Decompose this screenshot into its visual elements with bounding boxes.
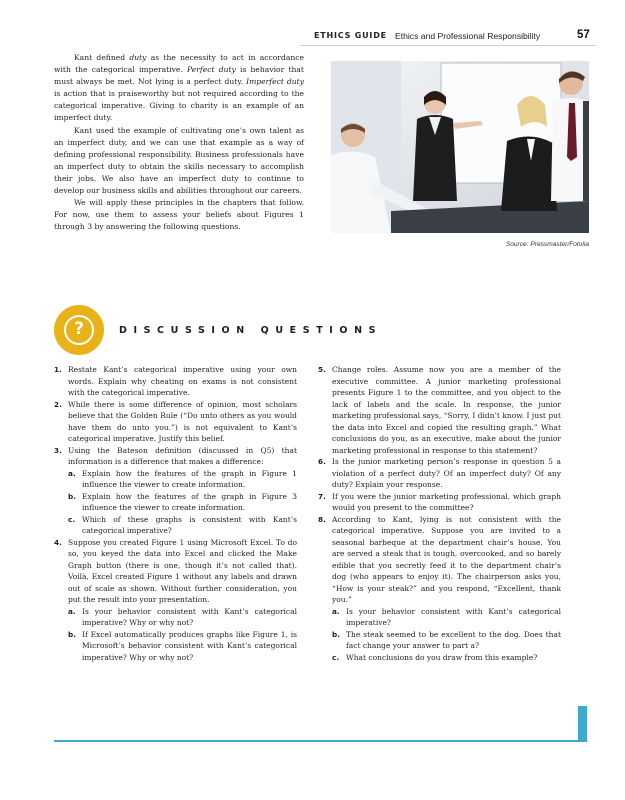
- sub-question-text: Which of these graphs is consistent with Kant’s categorical imperative?: [82, 514, 297, 535]
- question-text: Is the junior marketing person’s response in question 5 a violation of a perfect duty? Of an imperfect duty? Of any duty? Explain your response.: [332, 457, 561, 489]
- question-mark-icon: ?: [64, 315, 94, 345]
- page-number: 57: [577, 29, 590, 41]
- question-item: [318, 491, 561, 514]
- question-item: [318, 364, 561, 456]
- questions-left-column: [54, 364, 297, 663]
- question-number: 1.: [54, 365, 62, 374]
- sub-question-item: [54, 606, 297, 629]
- intro-text: [54, 52, 304, 233]
- question-item: [318, 514, 561, 606]
- photo-credit: Source: Pressmaster/Fotolia: [505, 241, 589, 248]
- intro-paragraph-1: Kant defined duty as the necessity to act in accordance with the categorical imperative. Perfect duty is behavior that must always be met. Not lying is a perfect duty. Imperfect duty is action that is praiseworthy but not required according to the categorical imperative. Giving to charity is an example of an imperfect duty.: [54, 53, 304, 123]
- sub-question-item: [54, 491, 297, 514]
- sub-question-item: [318, 629, 561, 652]
- sub-question-text: Is your behavior consistent with Kant’s categorical imperative? Why or why not?: [82, 606, 297, 627]
- discussion-icon-badge: [54, 305, 104, 355]
- question-number: 6.: [318, 457, 326, 466]
- section-subtitle: Ethics and Professional Responsibility: [395, 31, 541, 41]
- sub-question-letter: b.: [332, 629, 340, 639]
- question-number: 7.: [318, 491, 326, 501]
- sub-question-letter: b.: [68, 629, 76, 639]
- question-item: [54, 364, 297, 399]
- sub-question-letter: b.: [68, 491, 76, 501]
- question-number: 5.: [318, 365, 326, 374]
- questions-right-column: [318, 364, 561, 663]
- question-text: If you were the junior marketing professional, which graph would you present to the committee?: [332, 491, 561, 512]
- question-item: [318, 456, 561, 491]
- sub-question-text: If Excel automatically produces graphs like Figure 1, is Microsoft’s behavior consistent with Kant’s categorical imperative? Why or why not?: [82, 629, 297, 662]
- sub-question-letter: c.: [332, 652, 340, 662]
- sub-question-letter: c.: [68, 514, 76, 524]
- sub-question-text: The steak seemed to be excellent to the dog. Does that fact change your answer to part a?: [346, 629, 561, 650]
- sub-question-letter: a.: [68, 606, 76, 616]
- question-text: While there is some difference of opinion, most scholars believe that the Golden Rule (“Do unto others as you would have them do unto you.”) is not equivalent to Kant’s categorical imperative. Justify this belief.: [68, 399, 297, 443]
- question-item: [54, 445, 297, 468]
- question-number: 3.: [54, 445, 62, 455]
- question-text: Restate Kant’s categorical imperative using your own words. Explain why cheating on exams is not consistent with the categorical imperative.: [68, 365, 297, 397]
- sub-question-text: Explain how the features of the graph in Figure 1 influence the viewer to create information.: [82, 468, 297, 489]
- running-header: [300, 30, 596, 44]
- question-text: Suppose you created Figure 1 using Microsoft Excel. To do so, you keyed the data into Excel and clicked the Make Graph button (there is one, though it’s not called that). Voilà, Excel created Figure 1 without any labels and drawn out of scale as shown. Without further consideration, you put the result into your presentation.: [68, 537, 297, 604]
- accent-bar-horizontal: [54, 740, 587, 742]
- discussion-title: DISCUSSION QUESTIONS: [119, 325, 383, 336]
- sub-question-item: [54, 514, 297, 537]
- business-meeting-photo: [331, 61, 589, 233]
- sub-question-text: What conclusions do you draw from this example?: [346, 652, 538, 662]
- intro-paragraph-3: We will apply these principles in the chapters that follow. For now, use them to assess your beliefs about Figures 1 through 3 by answering the following questions.: [54, 198, 304, 232]
- header-rule: [300, 45, 596, 46]
- sub-question-text: Explain how the features of the graph in Figure 3 influence the viewer to create information.: [82, 491, 297, 512]
- sub-question-letter: a.: [332, 606, 340, 616]
- intro-paragraph-2: Kant used the example of cultivating one’s own talent as an imperfect duty, and we can use that example as a way of defining professional responsibility. Business professionals have an imperfect duty to obtain the skills necessary to accomplish their jobs. We also have an imperfect duty to continue to develop our business skills and abilities throughout our careers.: [54, 125, 304, 196]
- sub-question-item: [318, 652, 561, 664]
- accent-bar-vertical: [578, 706, 587, 742]
- sub-question-item: [54, 468, 297, 491]
- question-text: Change roles. Assume now you are a member of the executive committee. A junior marketing professional presents Figure 1 to the committee, and you object to the lack of labels and the scale. In response, the junior marketing professional says, “Sorry, I didn’t know. I just put the data into Excel and copied the resulting graph.” What conclusions do you, as an executive, make about the junior marketing professional in response to this statement?: [332, 365, 561, 455]
- question-item: [54, 537, 297, 606]
- question-text: According to Kant, lying is not consistent with the categorical imperative. Suppose you are invited to a seasonal barbeque at the department chair’s house. You are served a steak that is tough, overcooked, and so barely edible that you secretly feed it to the department chair’s dog (who appears to enjoy it). The chairperson asks you, “How is your steak?” and you respond, “Excellent, thank you.”: [332, 514, 561, 604]
- question-text: Using the Bateson definition (discussed in Q5) that information is a difference that makes a difference:: [68, 445, 297, 466]
- section-label: ETHICS GUIDE: [314, 31, 387, 40]
- question-number: 2.: [54, 399, 62, 409]
- sub-question-item: [54, 629, 297, 664]
- question-number: 8.: [318, 514, 326, 524]
- sub-question-letter: a.: [68, 468, 76, 478]
- sub-question-item: [318, 606, 561, 629]
- question-number: 4.: [54, 537, 62, 547]
- sub-question-text: Is your behavior consistent with Kant’s categorical imperative?: [346, 606, 561, 627]
- question-item: [54, 399, 297, 445]
